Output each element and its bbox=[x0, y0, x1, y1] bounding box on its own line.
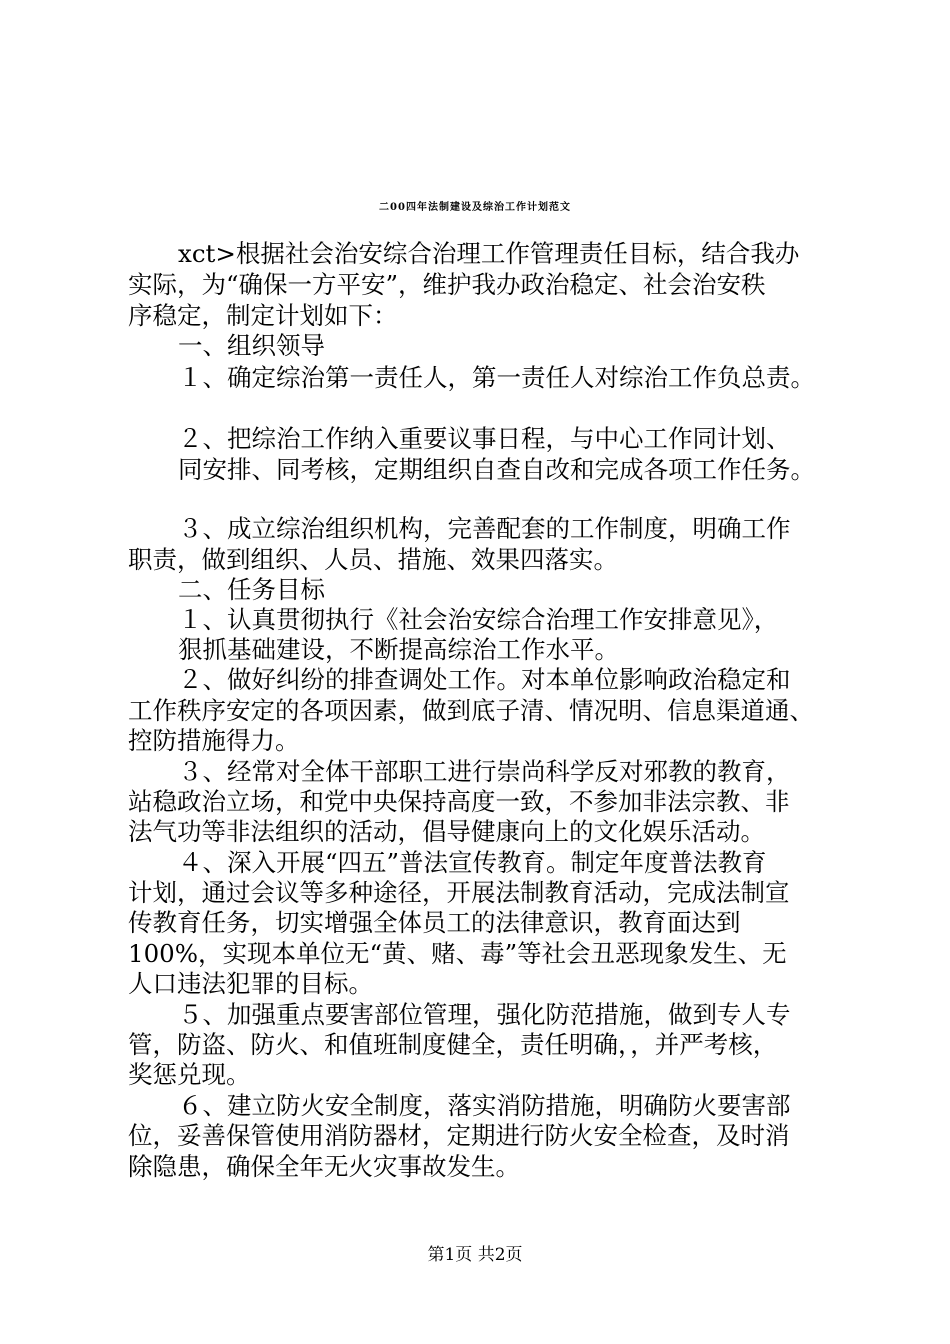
body-line: ２、做好纠纷的排查调处工作。对本单位影响政治稳定和 bbox=[178, 665, 791, 694]
body-line: 位，妥善保管使用消防器材，定期进行防火安全检查，及时消 bbox=[128, 1121, 790, 1150]
body-line: ５、加强重点要害部位管理，强化防范措施，做到专人专 bbox=[178, 1000, 791, 1029]
body-line: １、认真贯彻执行《社会治安综合治理工作安排意见》， bbox=[178, 605, 779, 634]
body-line: ４、深入开展“四五”普法宣传教育。制定年度普法教育 bbox=[178, 848, 767, 877]
body-line: 传教育任务，切实增强全体员工的法律意识，教育面达到 bbox=[128, 908, 741, 937]
body-line: 序稳定，制定计划如下： bbox=[128, 301, 398, 330]
document-title: 二00四年法制建设及综治工作计划范文 bbox=[379, 202, 571, 213]
body-line: 控防措施得力。 bbox=[128, 726, 300, 755]
body-line: 实际，为“确保一方平安”，维护我办政治稳定、社会治安秩 bbox=[128, 270, 766, 299]
body-line: 法气功等非法组织的活动，倡导健康向上的文化娱乐活动。 bbox=[128, 817, 765, 846]
body-line: ３、成立综治组织机构，完善配套的工作制度，明确工作 bbox=[178, 514, 791, 543]
body-line: 除隐患，确保全年无火灾事故发生。 bbox=[128, 1152, 520, 1181]
body-line: ６、建立防火安全制度，落实消防措施，明确防火要害部 bbox=[178, 1091, 791, 1120]
body-line: １、确定综治第一责任人，第一责任人对综治工作负总责。 bbox=[178, 363, 815, 392]
page-number-footer: 第1页 共2页 bbox=[427, 1245, 523, 1265]
body-line: ３、经常对全体干部职工进行崇尚科学反对邪教的教育， bbox=[178, 757, 791, 786]
section-heading: 二、任务目标 bbox=[178, 575, 325, 604]
body-line: 同安排、同考核，定期组织自查自改和完成各项工作任务。 bbox=[178, 455, 815, 484]
body-line: 100%，实现本单位无“黄、赌、毒”等社会丑恶现象发生、无 bbox=[128, 939, 787, 968]
body-line: ２、把综治工作纳入重要议事日程，与中心工作同计划、 bbox=[178, 424, 791, 453]
body-line: 奖惩兑现。 bbox=[128, 1060, 251, 1089]
body-line: 狠抓基础建设，不断提高综治工作水平。 bbox=[178, 635, 619, 664]
section-heading: 一、组织领导 bbox=[178, 331, 325, 360]
body-line: 工作秩序安定的各项因素，做到底子清、情况明、信息渠道通、 bbox=[128, 696, 814, 725]
body-line: 管，防盗、防火、和值班制度健全，责任明确，，并严考核， bbox=[128, 1030, 778, 1059]
body-line: 计划，通过会议等多种途径，开展法制教育活动，完成法制宣 bbox=[128, 878, 790, 907]
body-line: 人口违法犯罪的目标。 bbox=[128, 969, 373, 998]
body-line: xct>根据社会治安综合治理工作管理责任目标，结合我办 bbox=[178, 239, 800, 268]
body-line: 职责，做到组织、人员、措施、效果四落实。 bbox=[128, 545, 618, 574]
body-line: 站稳政治立场，和党中央保持高度一致，不参加非法宗教、非 bbox=[128, 787, 790, 816]
